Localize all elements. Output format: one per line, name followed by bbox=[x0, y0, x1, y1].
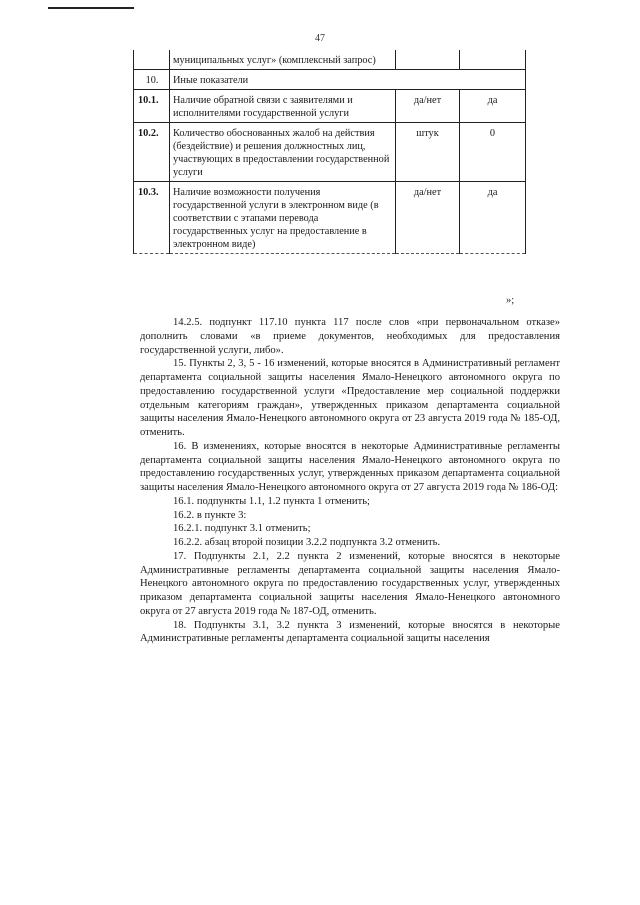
row-text: Наличие возможности получения государственной услуги в электронном виде (в соответствии с этапами перевода государственных услуг на предоставление в электронном виде) bbox=[170, 182, 396, 254]
paragraph: 15. Пункты 2, 3, 5 - 16 изменений, которые вносятся в Административный регламент департамента социальной защиты населения Ямало-Ненецкого автономного округа по предоставлению государственной услуги «Предоставление мер социальной поддержки отдельным категориям граждан», утвержденных приказом департамента социальной защиты населения Ямало-Ненецкого автономного округа от 23 августа 2019 года № 185-ОД, отменить. bbox=[140, 358, 560, 438]
indicators-table bbox=[133, 50, 526, 254]
row-value: 0 bbox=[460, 123, 526, 182]
row-value: да bbox=[460, 182, 526, 254]
row-number: 10.1. bbox=[134, 90, 170, 123]
subparagraph: 16.2. в пункте 3: bbox=[173, 509, 247, 521]
row-unit bbox=[396, 50, 460, 70]
subparagraph: 16.2.2. абзац второй позиции 3.2.2 подпункта 3.2 отменить. bbox=[173, 537, 441, 548]
row-number: 10.2. bbox=[134, 123, 170, 182]
row-text: Количество обоснованных жалоб на действия (бездействие) и решения должностных лиц, участвующих в предоставлении государственной услуги bbox=[170, 123, 396, 182]
row-number bbox=[134, 50, 170, 70]
row-unit: да/нет bbox=[396, 90, 460, 123]
subparagraph: 16.2.1. подпункт 3.1 отменить; bbox=[173, 523, 311, 535]
row-number: 10. bbox=[134, 70, 170, 90]
table-section-row bbox=[134, 70, 526, 90]
paragraph: 16. В изменениях, которые вносятся в некоторые Административные регламенты департамента социальной защиты населения Ямало-Ненецкого автономного округа по предоставлению государственных услуг, утвержденных приказом департамента социальной защиты населения Ямало-Ненецкого автономного округа от 27 августа 2019 года № 186-ОД: bbox=[140, 440, 560, 493]
subparagraph: 16.1. подпункты 1.1, 1.2 пункта 1 отменить; bbox=[173, 495, 370, 507]
table-row bbox=[134, 182, 526, 254]
document-body bbox=[140, 316, 560, 646]
paragraph: 18. Подпункты 3.1, 3.2 пункта 3 изменений, которые вносятся в некоторые Административные регламенты департамента социальной защиты населения bbox=[140, 619, 560, 645]
header-rule bbox=[48, 7, 134, 9]
table-row bbox=[134, 123, 526, 182]
paragraph: 17. Подпункты 2.1, 2.2 пункта 2 изменений, которые вносятся в некоторые Административные регламенты департамента социальной защиты населения Ямало-Ненецкого автономного округа по предоставлению государственных услуг, утвержденных приказом департамента социальной защиты населения Ямало-Ненецкого автономного округа от 27 августа 2019 года № 187-ОД, отменить. bbox=[140, 550, 560, 617]
table-row bbox=[134, 90, 526, 123]
row-value bbox=[460, 50, 526, 70]
page-number: 47 bbox=[315, 33, 325, 44]
row-number: 10.3. bbox=[134, 182, 170, 254]
paragraph: 14.2.5. подпункт 117.10 пункта 117 после слов «при первоначальном отказе» дополнить словами «в приеме документов, необходимых для предоставления государственной услуги, либо». bbox=[140, 317, 560, 356]
table-row bbox=[134, 50, 526, 70]
row-value: да bbox=[460, 90, 526, 123]
row-unit: штук bbox=[396, 123, 460, 182]
table-closing-mark: »; bbox=[506, 295, 515, 306]
row-unit: да/нет bbox=[396, 182, 460, 254]
row-text: Наличие обратной связи с заявителями и исполнителями государственной услуги bbox=[170, 90, 396, 123]
row-text: муниципальных услуг» (комплексный запрос) bbox=[170, 50, 396, 70]
row-text: Иные показатели bbox=[170, 70, 526, 90]
